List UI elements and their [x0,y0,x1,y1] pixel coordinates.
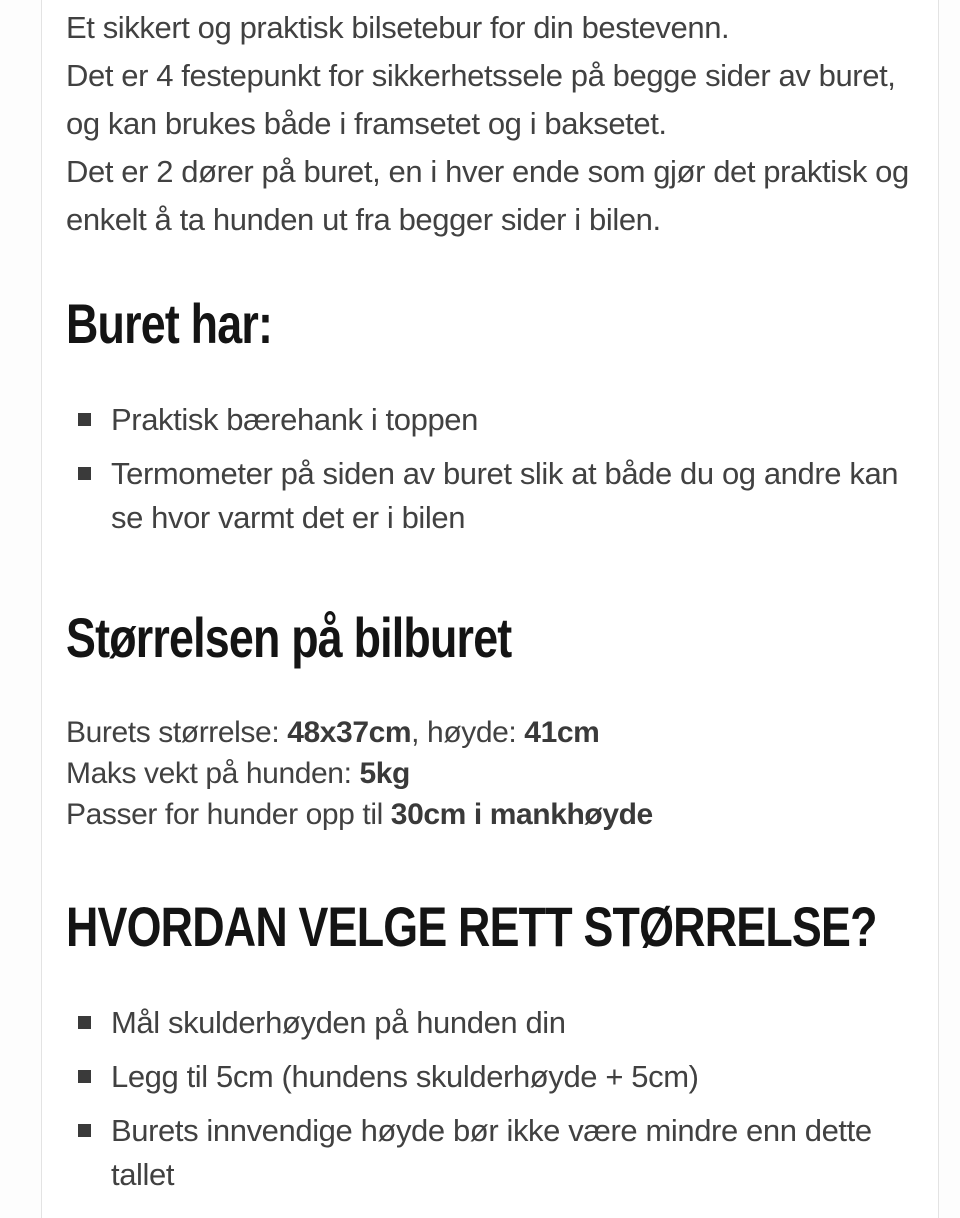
size-details [66,712,910,835]
height-value: 41cm [524,716,600,749]
feature-item-text: Praktisk bærehank i toppen [111,402,478,437]
size-line-dimensions [66,712,910,753]
choose-size-list [66,1001,910,1197]
intro-paragraph [66,4,910,244]
weight-label: Maks vekt på hunden: [66,757,360,790]
product-description-column [41,0,939,1218]
bullet-square-icon [78,1016,91,1029]
list-item [78,1055,910,1099]
intro-sentence-1: Et sikkert og praktisk bilsetebur for din bestevenn. [66,10,730,45]
bullet-square-icon [78,1070,91,1083]
dimensions-label: Burets størrelse: [66,716,288,749]
height-label: , høyde: [411,716,525,749]
list-item [78,452,910,540]
bullet-square-icon [78,1124,91,1137]
list-item [78,1001,910,1045]
dimensions-value: 48x37cm [287,716,412,749]
size-heading: Størrelsen på bilburet [66,606,512,669]
size-line-fit [66,794,910,835]
bullet-square-icon [78,413,91,426]
list-item [78,1109,910,1197]
feature-item-text: Termometer på siden av buret slik at både du og andre kan se hvor varmt det er i bilen [111,456,899,535]
list-item [78,398,910,442]
choose-item-text: Mål skulderhøyden på hunden din [111,1005,566,1040]
choose-item-text: Legg til 5cm (hundens skulderhøyde + 5cm) [111,1059,699,1094]
size-line-weight [66,753,910,794]
features-heading: Buret har: [66,292,273,355]
intro-sentence-2: Det er 4 festepunkt for sikkerhetssele på begge sider av buret, og kan brukes både i framsetet og i baksetet. [66,58,896,141]
fit-value: 30cm i mankhøyde [390,798,653,831]
fit-label: Passer for hunder opp til [66,798,391,831]
features-list [66,398,910,540]
weight-value: 5kg [359,757,410,790]
intro-sentence-3: Det er 2 dører på buret, en i hver ende som gjør det praktisk og enkelt å ta hunden ut fra begger sider i bilen. [66,154,909,237]
choose-size-heading: HVORDAN VELGE RETT STØRRELSE? [66,895,877,958]
choose-item-text: Burets innvendige høyde bør ikke være mindre enn dette tallet [111,1113,872,1192]
bullet-square-icon [78,467,91,480]
